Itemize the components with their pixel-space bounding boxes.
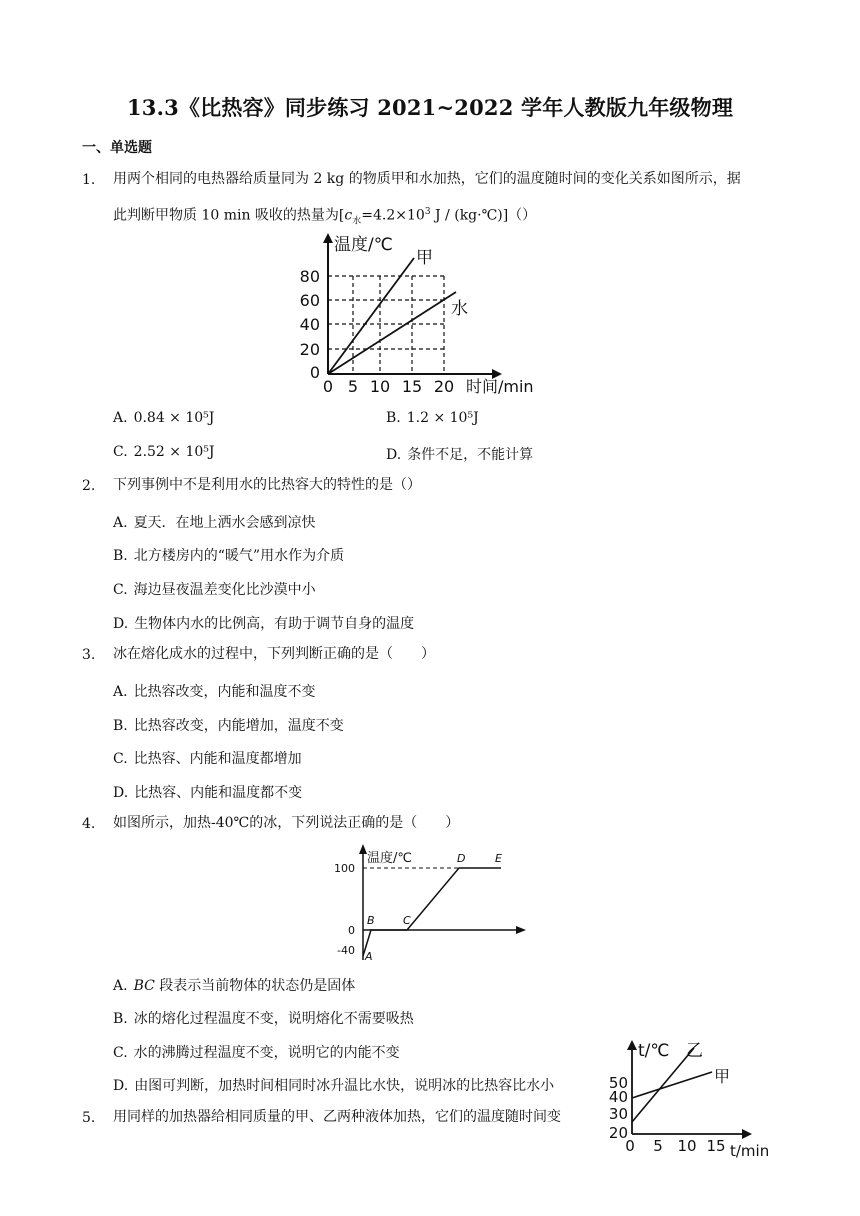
q1-option-c[interactable]: C. 2.52 × 10⁵J bbox=[113, 444, 215, 460]
q3-option-d[interactable]: D. 比热容、内能和温度都不变 bbox=[113, 785, 303, 801]
q1-option-a[interactable]: A. 0.84 × 10⁵J bbox=[113, 410, 215, 426]
q1-c-sub: 水 bbox=[352, 216, 362, 227]
q1-line2-a: 此判断甲物质 10 min 吸收的热量为[ bbox=[113, 207, 345, 224]
q1-option-b[interactable]: B. 1.2 × 10⁵J bbox=[386, 410, 479, 426]
q5-y-tick-50: 50 bbox=[608, 1074, 628, 1092]
q5-series-a-label: 乙 bbox=[686, 1041, 703, 1061]
q1-graph bbox=[288, 228, 568, 400]
q1-x-tick-10: 10 bbox=[369, 377, 391, 396]
q5-x-tick-5: 5 bbox=[653, 1137, 663, 1155]
question-4-number: 4. bbox=[82, 816, 96, 832]
q3-option-a[interactable]: A. 比热容改变，内能和温度不变 bbox=[113, 684, 316, 700]
q3-option-b[interactable]: B. 比热容改变，内能增加，温度不变 bbox=[113, 718, 344, 734]
q1-series-b-label: 水 bbox=[451, 299, 468, 319]
q1-y-label: 温度/℃ bbox=[334, 235, 393, 255]
q4-option-a[interactable]: A. BC 段表示当前物体的状态仍是固体 bbox=[113, 978, 356, 994]
q1-y-tick-60: 60 bbox=[299, 291, 320, 310]
q5-x-tick-10: 10 bbox=[677, 1137, 697, 1155]
question-5-text: 用同样的加热器给相同质量的甲、乙两种液体加热，它们的温度随时间变 bbox=[113, 1109, 561, 1125]
q4-y-tick-minus40: -40 bbox=[337, 944, 355, 957]
question-3-text: 冰在熔化成水的过程中，下列判断正确的是（ ） bbox=[113, 646, 435, 662]
q4-point-a: A bbox=[365, 950, 373, 963]
q1-series-a-line bbox=[328, 258, 414, 374]
q5-x-tick-0: 0 bbox=[625, 1137, 635, 1155]
q5-y-tick-40: 40 bbox=[608, 1088, 628, 1106]
q4-graph bbox=[325, 842, 535, 966]
q5-y-label: t/℃ bbox=[638, 1041, 670, 1061]
q1-sup: 3 bbox=[424, 207, 431, 217]
q1-y-tick-0: 0 bbox=[309, 363, 320, 382]
q1-series-a-label: 甲 bbox=[416, 248, 433, 268]
q4-y-label: 温度/℃ bbox=[367, 851, 412, 866]
q4-y-tick-0: 0 bbox=[348, 924, 355, 937]
q1-c-symbol: c bbox=[344, 207, 353, 224]
q1-y-tick-40: 40 bbox=[299, 315, 320, 334]
q2-option-c[interactable]: C. 海边昼夜温差变化比沙漠中小 bbox=[113, 582, 316, 598]
question-1-text-line2 bbox=[113, 205, 536, 228]
q2-option-d[interactable]: D. 生物体内水的比例高，有助于调节自身的温度 bbox=[113, 616, 415, 632]
q1-series-b-line bbox=[328, 292, 456, 374]
q4-point-c: C bbox=[403, 914, 411, 927]
q2-option-a[interactable]: A. 夏天．在地上洒水会感到凉快 bbox=[113, 515, 316, 531]
q4-y-tick-100: 100 bbox=[334, 862, 355, 875]
q1-line2-b: =4.2×10 bbox=[361, 207, 425, 224]
q4-heating-curve bbox=[363, 868, 501, 956]
q4-option-c[interactable]: C. 水的沸腾过程温度不变，说明它的内能不变 bbox=[113, 1045, 400, 1061]
q5-y-tick-20: 20 bbox=[608, 1124, 628, 1142]
q4-point-b: B bbox=[367, 914, 375, 927]
q5-x-tick-15: 15 bbox=[706, 1137, 726, 1155]
question-4-text: 如图所示，加热-40℃的冰，下列说法正确的是（ ） bbox=[113, 815, 460, 831]
q5-y-tick-30: 30 bbox=[608, 1105, 628, 1123]
question-5-number: 5. bbox=[82, 1110, 96, 1126]
q1-y-tick-80: 80 bbox=[299, 267, 320, 286]
q4-option-b[interactable]: B. 冰的熔化过程温度不变，说明熔化不需要吸热 bbox=[113, 1011, 414, 1027]
q4-option-d[interactable]: D. 由图可判断，加热时间相同时冰升温比水快，说明冰的比热容比水小 bbox=[113, 1078, 555, 1094]
q5-graph bbox=[600, 1036, 782, 1160]
q3-option-c[interactable]: C. 比热容、内能和温度都增加 bbox=[113, 751, 302, 767]
q2-option-b[interactable]: B. 北方楼房内的“暖气”用水作为介质 bbox=[113, 548, 345, 564]
q4-point-d: D bbox=[457, 852, 466, 865]
question-2-number: 2. bbox=[82, 478, 96, 494]
q1-option-d[interactable]: D. 条件不足，不能计算 bbox=[386, 447, 534, 463]
question-3-number: 3. bbox=[82, 647, 96, 663]
page-title: 13.3《比热容》同步练习 2021~2022 学年人教版九年级物理 bbox=[126, 95, 734, 120]
q1-line2-unit: J / (kg·℃)]（） bbox=[430, 207, 537, 224]
q1-x-label: 时间/min bbox=[466, 377, 534, 396]
question-1-number: 1. bbox=[82, 172, 96, 188]
q4-point-e: E bbox=[495, 852, 502, 865]
section-heading: 一、单选题 bbox=[82, 140, 152, 156]
q1-x-tick-20: 20 bbox=[433, 377, 455, 396]
q1-x-tick-5: 5 bbox=[347, 377, 359, 396]
question-1-text-line1: 用两个相同的电热器给质量同为 2 kg 的物质甲和水加热，它们的温度随时间的变化关系如图所示，据 bbox=[113, 171, 741, 187]
q1-x-tick-0: 0 bbox=[322, 377, 334, 396]
q1-x-tick-15: 15 bbox=[401, 377, 423, 396]
q5-series-b-label: 甲 bbox=[714, 1067, 731, 1086]
q5-series-b-line bbox=[632, 1072, 712, 1098]
q1-y-tick-20: 20 bbox=[299, 340, 320, 359]
q5-x-label: t/min bbox=[730, 1142, 770, 1160]
question-2-text: 下列事例中不是利用水的比热容大的特性的是（） bbox=[113, 477, 421, 493]
